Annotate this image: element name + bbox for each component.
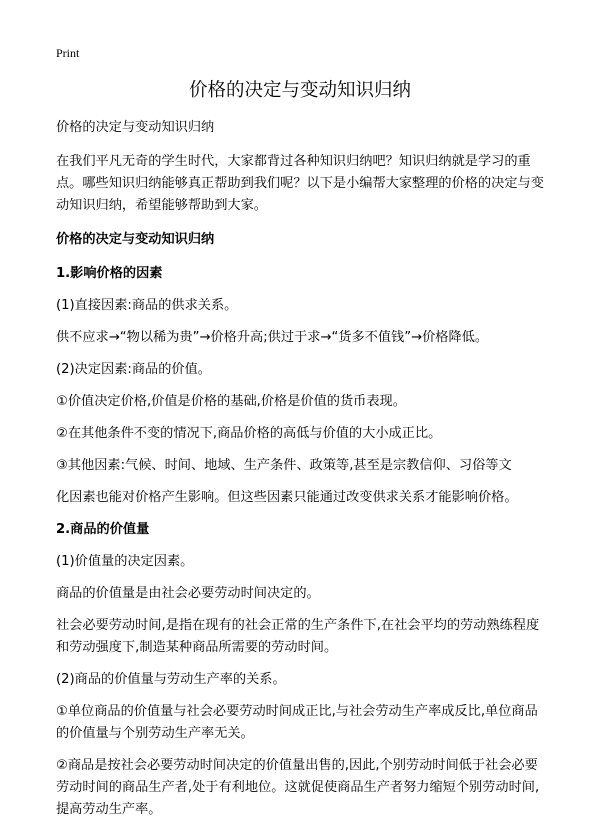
document-body [56, 117, 550, 821]
s2-paragraph-6: ②商品是按社会必要劳动时间决定的价值量出售的,因此,个别劳动时间低于社会必要劳动时间的商品生产者,处于有利地位。这就促使商品生产者努力缩短个别劳动时间,提高劳动生产率。 [56, 758, 540, 817]
intro-paragraph: 在我们平凡无奇的学生时代，大家都背过各种知识归纳吧？知识归纳就是学习的重点。哪些知识归纳能够真正帮助到我们呢？以下是小编帮大家整理的价格的决定与变动知识归纳，希望能够帮助到大家。 [56, 154, 544, 213]
s2-paragraph-4: (2)商品的价值量与劳动生产率的关系。 [56, 672, 286, 687]
s1-paragraph-4: ①价值决定价格,价值是价格的基础,价格是价值的货币表现。 [56, 394, 406, 409]
s1-paragraph-1: (1)直接因素:商品的供求关系。 [56, 298, 238, 313]
s2-paragraph-1: (1)价值量的决定因素。 [56, 554, 194, 569]
s1-heading: 1.影响价格的因素 [56, 266, 163, 281]
s1-paragraph-6b: 化因素也能对价格产生影响。但这些因素只能通过改变供求关系才能影响价格。 [56, 490, 518, 505]
s2-paragraph-5: ①单位商品的价值量与社会必要劳动时间成正比,与社会劳动生产率成反比,单位商品的价值量与个别劳动生产率无关。 [56, 704, 538, 741]
section-heading: 价格的决定与变动知识归纳 [56, 232, 215, 247]
s1-paragraph-2: 供不应求→“物以稀为贵”→价格升高;供过于求→“货多不值钱”→价格降低。 [56, 330, 489, 345]
subtitle: 价格的决定与变动知识归纳 [56, 120, 215, 135]
s1-paragraph-6a: ③其他因素:气候、时间、地域、生产条件、政策等,甚至是宗教信仰、习俗等文 [56, 458, 512, 473]
document-title: 价格的决定与变动知识归纳 [188, 80, 411, 101]
s1-paragraph-3: (2)决定因素:商品的价值。 [56, 362, 211, 377]
s2-heading: 2.商品的价值量 [56, 522, 150, 537]
s2-paragraph-3: 社会必要劳动时间,是指在现有的社会正常的生产条件下,在社会平均的劳动熟练程度和劳动强度下,制造某种商品所需要的劳动时间。 [56, 618, 540, 655]
s2-paragraph-2: 商品的价值量是由社会必要劳动时间决定的。 [56, 586, 320, 601]
print-label: Print [56, 46, 80, 60]
s1-paragraph-5: ②在其他条件不变的情况下,商品价格的高低与价值的大小成正比。 [56, 426, 442, 441]
